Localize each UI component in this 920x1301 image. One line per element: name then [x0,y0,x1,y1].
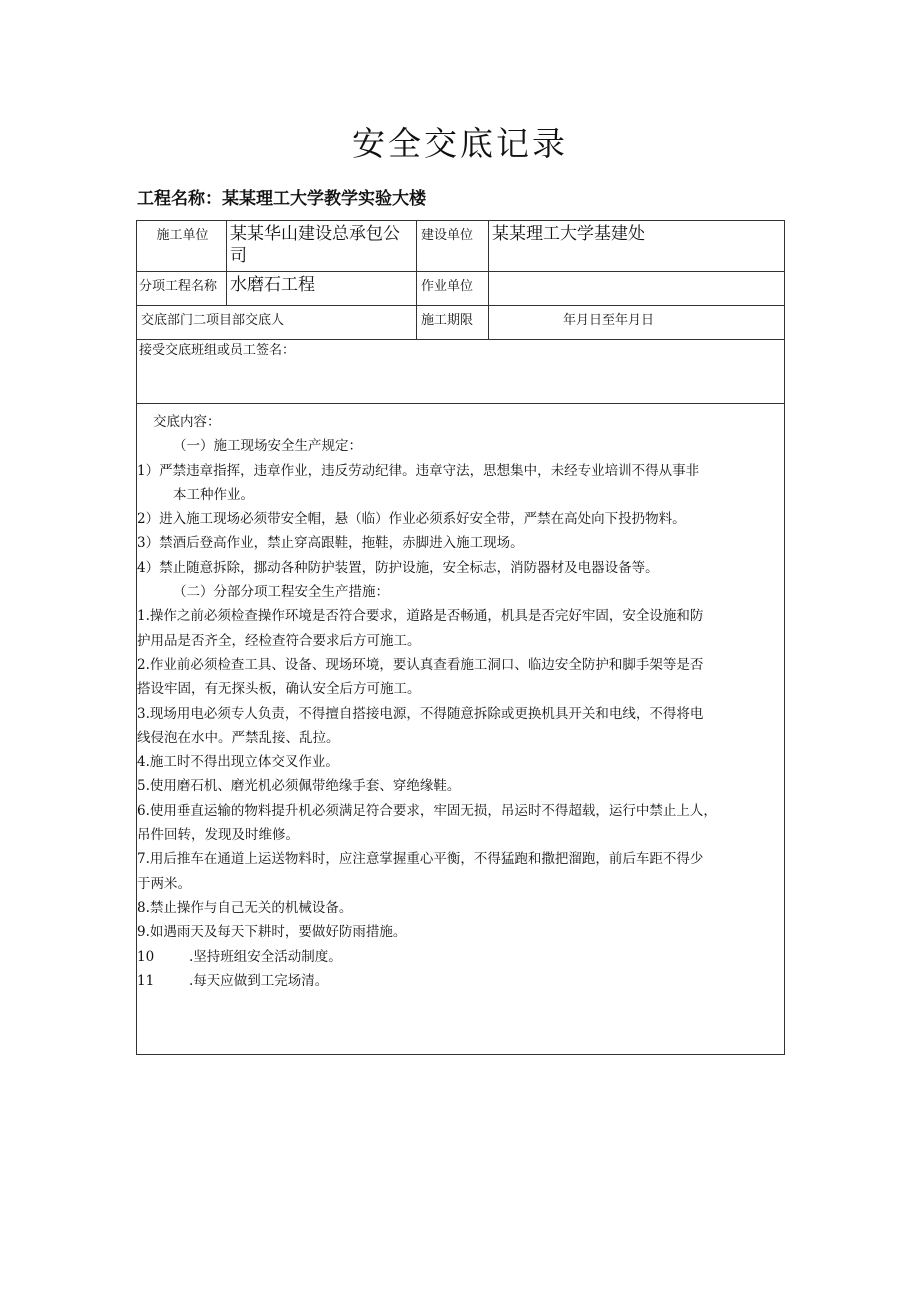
list-item: 2）进入施工现场必须带安全帽，悬（临）作业必须系好安全带，严禁在高处向下投扔物料。 [137,511,686,528]
project-value: 某某理工大学教学实验大楼 [222,189,426,209]
list-item [137,945,784,969]
document-title: 安全交底记录 [352,124,568,163]
item-number: 10 [137,948,155,965]
list-item: 9.如遇雨天及每天下耕时，要做好防雨措施。 [137,924,407,941]
list-item: 8.禁止操作与自己无关的机械设备。 [137,899,353,916]
construction-unit-label: 施工单位 [137,221,227,272]
work-unit-label: 作业单位 [417,272,489,306]
client-unit-value: 某某理工大学基建处 [489,221,785,272]
list-item: 5.使用磨石机、磨光机必须佩带绝缘手套、穿绝缘鞋。 [137,778,461,795]
list-item-cont: 护用品是否齐全，经检查符合要求后方可施工。 [137,632,421,649]
work-unit-value [489,272,785,306]
list-item: 6.使用垂直运输的物料提升机必须满足符合要求，牢固无损，吊运时不得超载，运行中禁止上人， [137,802,717,819]
period-label: 施工期限 [417,306,489,340]
list-item-cont: 搭设牢固，有无探头板，确认安全后方可施工。 [137,681,421,698]
project-label: 工程名称： [137,189,222,209]
list-item: 3）禁酒后登高作业，禁止穿高跟鞋，拖鞋，赤脚进入施工现场。 [137,535,524,552]
subproject-label: 分项工程名称 [137,272,227,306]
list-item-cont: 本工种作业。 [173,486,254,503]
list-item-cont: 吊件回转，发现及时维修。 [137,827,299,844]
content-header: 交底内容： [153,414,221,430]
list-item-cont: 于两米。 [137,875,191,892]
client-unit-label: 建设单位 [417,221,489,272]
list-item: 7.用后推车在通道上运送物料时，应注意掌握重心平衡，不得猛跑和撒把溜跑，前后车距不得少 [137,851,704,868]
list-item: 4）禁止随意拆除，挪动各种防护装置，防护设施，安全标志，消防器材及电器设备等。 [137,559,659,576]
list-item [137,969,784,993]
list-item: 4.施工时不得出现立体交叉作业。 [137,754,339,771]
item-text: .每天应做到工完场清。 [189,972,329,989]
list-item: 3.现场用电必须专人负责，不得擅自搭接电源，不得随意拆除或更换机具开关和电线，不得将电 [137,705,704,722]
department-briefer-label: 交底部门二项目部交底人 [137,306,417,340]
list-item: 1.操作之前必须检查操作环境是否符合要求，道路是否畅通，机具是否完好牢固，安全设施和防 [137,608,704,625]
period-value: 年月日至年月日 [489,306,785,340]
row-signature [137,340,785,404]
subproject-value: 水磨石工程 [227,272,417,306]
briefing-content [137,404,784,993]
safety-briefing-form [136,220,785,1055]
project-name [137,184,426,209]
section-1-title: （一）施工现场安全生产规定： [173,438,362,455]
briefing-content-cell [137,404,785,1055]
row-period [137,306,785,340]
row-units [137,221,785,272]
list-item: 2.作业前必须检查工具、设备、现场环境，要认真查看施工洞口、临边安全防护和脚手架等是否 [137,656,704,673]
item-text: .坚持班组安全活动制度。 [189,948,342,965]
row-content [137,404,785,1055]
section-2-title: （二）分部分项工程安全生产措施： [173,584,389,601]
construction-unit-value: 某某华山建设总承包公 司 [227,221,417,272]
list-item: 1）严禁违章指挥，违章作业，违反劳动纪律。违章守法，思想集中，未经专业培训不得从事非 [137,462,700,479]
item-number: 11 [137,972,155,989]
signature-label: 接受交底班组或员工签名： [137,340,785,404]
list-item-cont: 线侵泡在水中。严禁乱接、乱拉。 [137,729,340,746]
row-subproject [137,272,785,306]
